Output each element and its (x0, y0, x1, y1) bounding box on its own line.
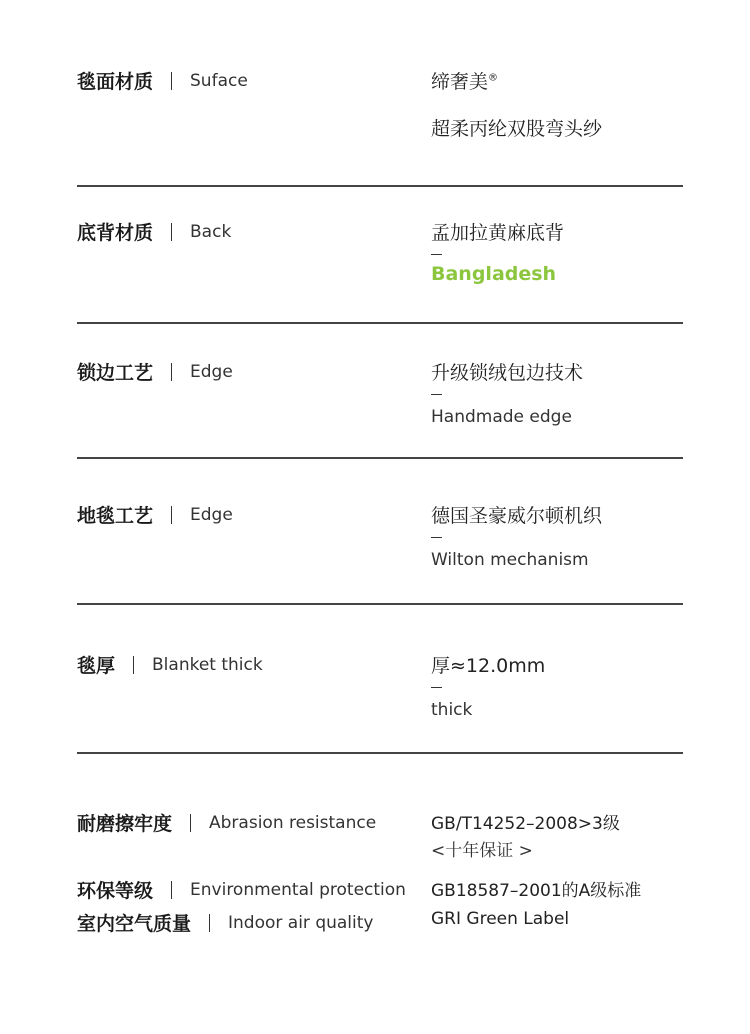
divider (77, 603, 683, 605)
label-en: Indoor air quality (228, 912, 374, 933)
row-label (77, 876, 406, 903)
separator (171, 223, 172, 241)
value-secondary: 超柔丙纶双股弯头纱 (431, 118, 603, 140)
row-label (77, 218, 231, 245)
label-zh: 毯面材质 (77, 71, 154, 93)
separator (190, 814, 191, 832)
label-en: Abrasion resistance (209, 812, 377, 833)
label-en: Back (190, 221, 232, 242)
separator (171, 363, 172, 381)
row-value (431, 651, 545, 720)
label-zh: 地毯工艺 (77, 505, 154, 527)
dash-divider (431, 394, 442, 395)
row-label (77, 809, 376, 836)
row-value (431, 501, 602, 570)
separator (171, 881, 172, 899)
dash-divider (431, 687, 442, 688)
value-primary: GB18587–2001的A级标准 (431, 881, 642, 901)
value-primary: 孟加拉黄麻底背 (431, 222, 565, 244)
divider (77, 457, 683, 459)
separator (171, 72, 172, 90)
dash-divider (431, 537, 442, 538)
separator (133, 656, 134, 674)
label-en: Blanket thick (152, 654, 263, 675)
label-zh: 耐磨擦牢度 (77, 813, 173, 835)
row-value (431, 67, 602, 141)
value-secondary: <十年保证 > (431, 841, 533, 861)
value-secondary: Handmade edge (431, 407, 572, 427)
label-zh: 底背材质 (77, 222, 154, 244)
label-zh: 室内空气质量 (77, 913, 192, 935)
separator (209, 914, 210, 932)
label-en: Environmental protection (190, 879, 406, 900)
value-primary: 缔奢美® (431, 71, 499, 93)
row-value (431, 218, 564, 285)
value-highlight: Bangladesh (431, 263, 557, 285)
label-zh: 毯厚 (77, 655, 116, 677)
row-label (77, 501, 233, 528)
value-primary: 厚≈12.0mm (431, 655, 546, 677)
value-secondary: Wilton mechanism (431, 550, 589, 570)
row-value (431, 876, 641, 901)
row-label (77, 651, 263, 678)
divider (77, 322, 683, 324)
row-value (431, 909, 569, 929)
dash-divider (431, 254, 442, 255)
label-en: Edge (190, 504, 233, 525)
value-primary: 升级锁绒包边技术 (431, 362, 584, 384)
value-primary: 德国圣豪威尔顿机织 (431, 505, 603, 527)
row-label (77, 358, 233, 385)
value-primary: GB/T14252–2008>3级 (431, 814, 620, 834)
value-primary: GRI Green Label (431, 909, 570, 929)
divider (77, 185, 683, 187)
row-value (431, 358, 583, 427)
row-label (77, 67, 248, 94)
row-label (77, 909, 373, 936)
label-en: Suface (190, 70, 248, 91)
row-value (431, 809, 620, 861)
divider (77, 752, 683, 754)
registered-mark: ® (488, 72, 499, 84)
separator (171, 506, 172, 524)
value-secondary: thick (431, 700, 473, 720)
label-zh: 环保等级 (77, 880, 154, 902)
label-zh: 锁边工艺 (77, 362, 154, 384)
label-en: Edge (190, 361, 233, 382)
